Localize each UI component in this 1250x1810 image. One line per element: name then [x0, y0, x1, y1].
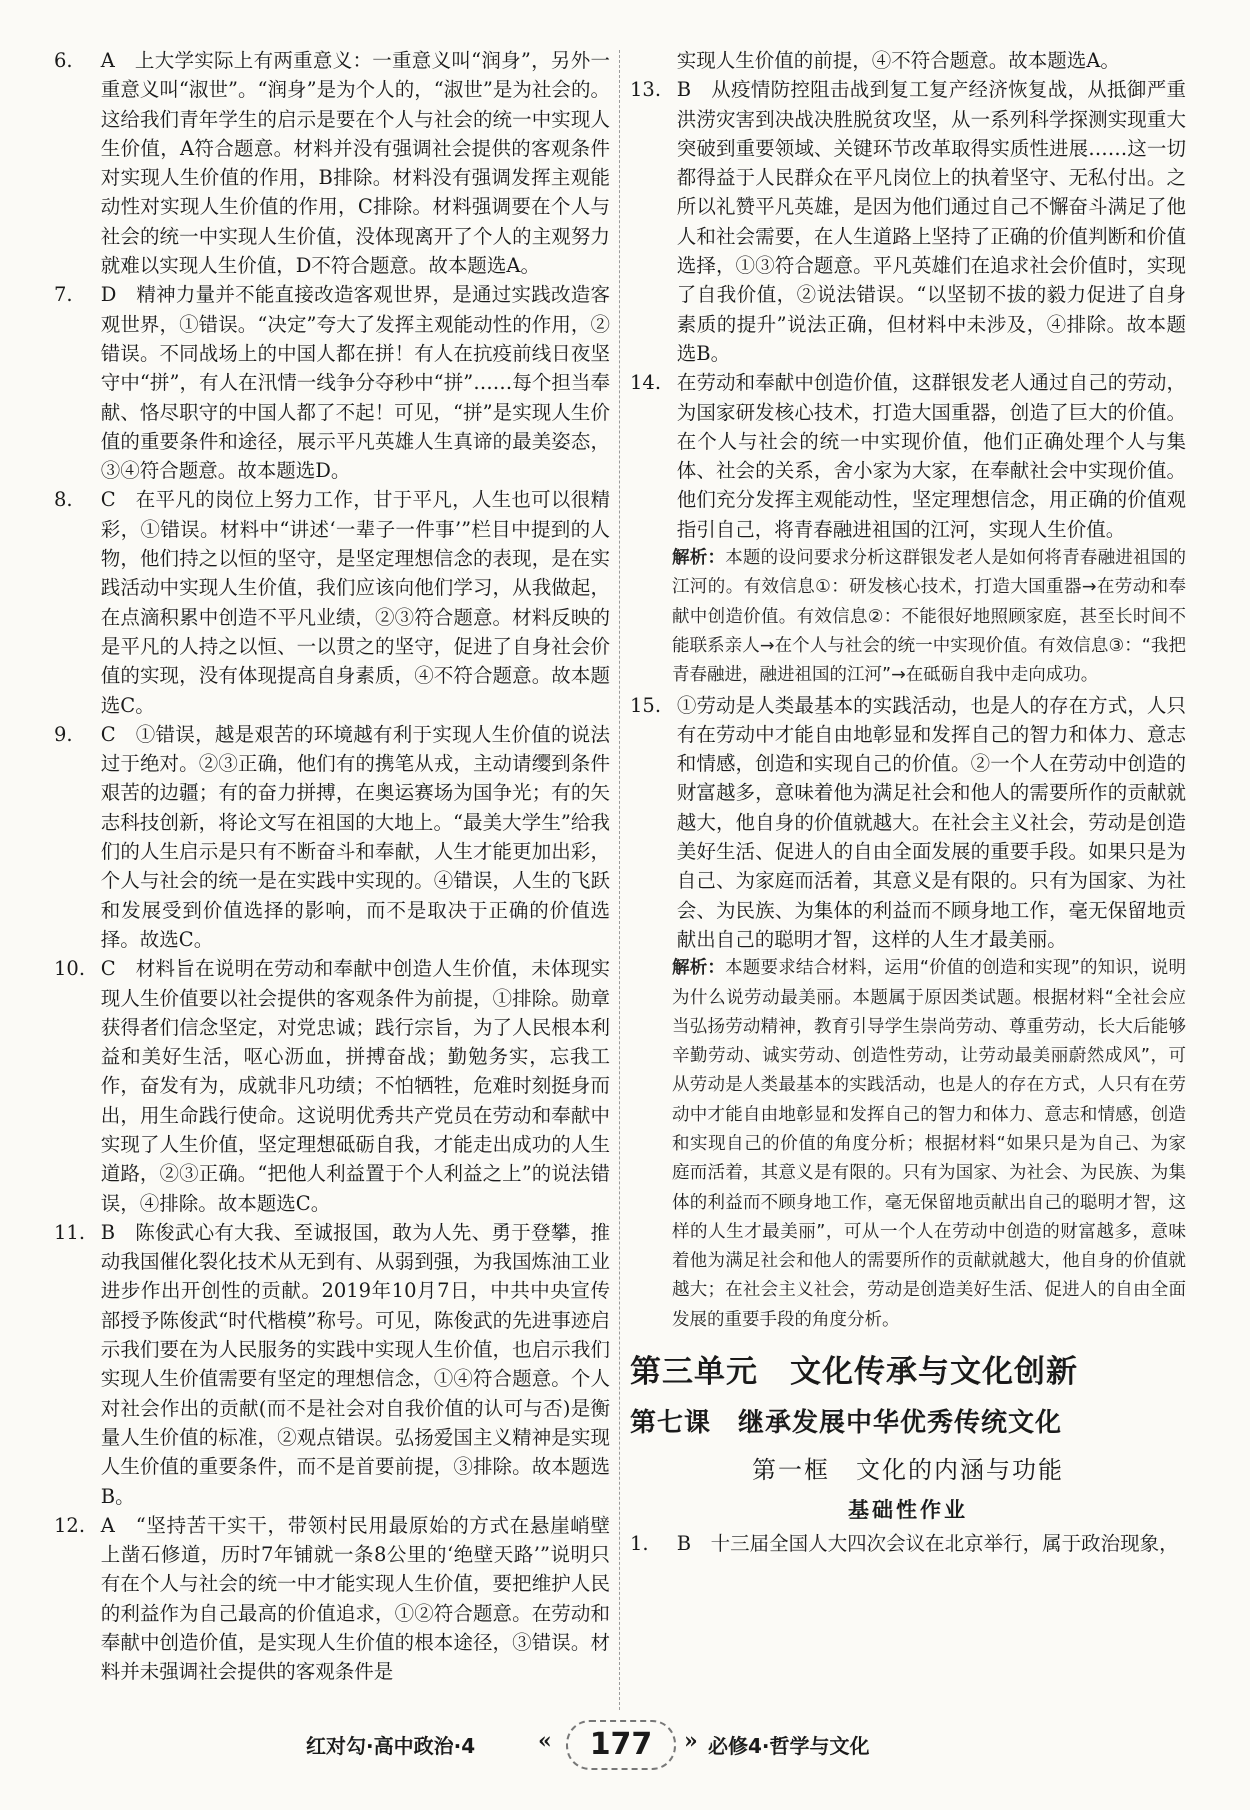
analysis-15: [630, 954, 1186, 1335]
answer-text: ①劳动是人类最基本的实践活动，也是人的存在方式，人只有在劳动中才能自由地彰显和发挥自己的智力和体力、意志和情感，创造和实现自己的价值。②一个人在劳动中创造的财富越多，意味着他为满足社会和他人的需要所作的贡献就越大，他自身的价值就越大。在社会主义社会，劳动是创造美好生活、促进人的自由全面发展的重要手段。如果只是为自己、为家庭而活着，其意义是有限的。只有为国家、为社会、为民族、为集体的利益而不顾身地工作，毫无保留地贡献出自己的聪明才智，这样的人生才最美丽。: [676, 693, 1186, 951]
unit-title: 第三单元 文化传承与文化创新: [630, 1354, 1078, 1391]
answer-number: 1.: [630, 1532, 649, 1556]
answer-text: B 十三届全国人大四次会议在北京举行，属于政治现象，: [676, 1532, 1179, 1556]
answer-number: 15.: [630, 693, 662, 717]
answer-text: B 从疫情防控阻击战到复工复产经济恢复战，从抵御严重洪涝灾害到决战决胜脱贫攻坚，从一系列科学探测实现重大突破到重要领域、关键环节改革取得实质性进展……这一切都得益于人民群众在平凡岗位上的执着坚守、无私付出。之所以礼赞平凡英雄，是因为他们通过自己不懈奋斗满足了他人和社会需要，在人生道路上坚持了正确的价值判断和价值选择，①③符合题意。平凡英雄们在追求社会价值时，实现了自我价值，②说法错误。“以坚韧不拔的毅力促进了自身素质的提升”说法正确，但材料中未涉及，④排除。故本题选B。: [676, 78, 1186, 365]
answer-12-continued: 实现人生价值的前提，④不符合题意。故本题选A。: [676, 49, 1120, 72]
exercise-heading: 基础性作业: [848, 1498, 968, 1523]
footer-subject: 必修4·哲学与文化: [708, 1734, 870, 1758]
answer-10: [54, 954, 610, 1218]
footer-book-title: 红对勾·高中政治·4: [306, 1734, 476, 1758]
right-arrow-icon: »: [684, 1728, 698, 1754]
answer-13: [630, 75, 1186, 368]
answer-number: 9.: [54, 722, 73, 746]
answer-11: [54, 1218, 610, 1511]
page-number: 177: [566, 1720, 676, 1770]
answer-12: [54, 1511, 610, 1687]
answer-14: [630, 368, 1186, 544]
answer-number: 12.: [54, 1513, 86, 1537]
answer-15: [630, 691, 1186, 955]
answer-number: 11.: [54, 1220, 86, 1244]
analysis-label: 解析：: [672, 958, 726, 979]
analysis-text: 本题要求结合材料，运用“价值的创造和实现”的知识，说明为什么说劳动最美丽。本题属于原因类试题。根据材料“全社会应当弘扬劳动精神，教育引导学生崇尚劳动、尊重劳动，长大后能够辛勤劳动、诚实劳动、创造性劳动，让劳动最美丽蔚然成风”，可从劳动是人类最基本的实践活动，也是人的存在方式，人只有在劳动中才能自由地彰显和发挥自己的智力和体力、意志和情感，创造和实现自己的价值的角度分析；根据材料“如果只是为自己、为家庭而活着，其意义是有限的。只有为国家、为社会、为民族、为集体的利益而不顾身地工作，毫无保留地贡献出自己的聪明才智，这样的人生才最美丽”，可从一个人在劳动中创造的财富越多，意味着他为满足社会和他人的需要所作的贡献就越大，他自身的价值就越大；在社会主义社会，劳动是创造美好生活、促进人的自由全面发展的重要手段的角度分析。: [672, 958, 1186, 1330]
answer-text: B 陈俊武心有大我、至诚报国，敢为人先、勇于登攀，推动我国催化裂化技术从无到有、从弱到强，为我国炼油工业进步作出开创性的贡献。2019年10月7日，中共中央宣传部授予陈俊武“时代楷模”称号。可见，陈俊武的先进事迹启示我们要在为人民服务的实践中实现人生价值，也启示我们实现人生价值需要有坚定的理想信念，①④符合题意。个人对社会作出的贡献(而不是社会对自我价值的认可与否)是衡量人生价值的标准，②观点错误。弘扬爱国主义精神是实现人生价值的重要条件，而不是首要前提，③排除。故本题选B。: [100, 1220, 610, 1508]
analysis-14: [630, 544, 1186, 690]
answer-text: A “坚持苦干实干，带领村民用最原始的方式在悬崖峭壁上凿石修道，历时7年铺就一条8公里的‘绝壁天路’”说明只有在个人与社会的统一中才能实现人生价值，要把维护人民的利益作为自己最高的价值追求，①②符合题意。在劳动和奉献中创造价值，是实现人生价值的根本途径，③错误。材料并未强调社会提供的客观条件是: [100, 1513, 610, 1684]
answer-number: 10.: [54, 957, 86, 981]
answer-text: C 在平凡的岗位上努力工作，甘于平凡，人生也可以很精彩，①错误。材料中“讲述‘一辈子一件事’”栏目中提到的人物，他们持之以恒的坚守，是坚定理想信念的表现，是在实践活动中实现人生价值，我们应该向他们学习，从我做起，在点滴积累中创造不平凡业绩，②③符合题意。材料反映的是平凡的人持之以恒、一以贯之的坚守，促进了自身社会价值的实现，没有体现提高自身素质，④不符合题意。故本题选C。: [100, 488, 610, 717]
answer-6: [54, 46, 610, 280]
page-footer: [0, 1720, 1250, 1770]
answer-number: 13.: [630, 78, 662, 102]
answer-7: [54, 280, 610, 485]
answer-9: [54, 720, 610, 954]
answer-text: C ①错误，越是艰苦的环境越有利于实现人生价值的说法过于绝对。②③正确，他们有的携笔从戎，主动请缨到条件艰苦的边疆；有的奋力拼搏，在奥运赛场为国争光；有的矢志科技创新，将论文写在祖国的大地上。“最美大学生”给我们的人生启示是只有不断奋斗和奉献，人生才能更加出彩，个人与社会的统一是在实践中实现的。④错误，人生的飞跃和发展受到价值选择的影响，而不是取决于正确的价值选择。故选C。: [100, 722, 610, 951]
answer-number: 8.: [54, 488, 73, 512]
answer-number: 7.: [54, 283, 73, 307]
answer-text: D 精神力量并不能直接改造客观世界，是通过实践改造客观世界，①错误。“决定”夸大了发挥主观能动性的作用，②错误。不同战场上的中国人都在拼！有人在抗疫前线日夜坚守中“拼”，有人在汛情一线争分夺秒中“拼”……每个担当奉献、恪尽职守的中国人都了不起！可见，“拼”是实现人生价值的重要条件和途径，展示平凡英雄人生真谛的最美姿态，③④符合题意。故本题选D。: [100, 283, 610, 483]
left-column: [54, 46, 610, 1687]
answer-1: [630, 1529, 1186, 1558]
answer-text: 在劳动和奉献中创造价值，这群银发老人通过自己的劳动，为国家研发核心技术，打造大国重器，创造了巨大的价值。在个人与社会的统一中实现价值，他们正确处理个人与集体、社会的关系，舍小家为大家，在奉献社会中实现价值。他们充分发挥主观能动性，坚定理想信念，用正确的价值观指引自己，将青春融进祖国的江河，实现人生价值。: [676, 371, 1186, 541]
column-divider: [619, 50, 620, 1710]
frame-title: 第一框 文化的内涵与功能: [752, 1456, 1064, 1485]
answer-number: 6.: [54, 49, 73, 72]
left-arrow-icon: «: [538, 1728, 552, 1754]
answer-text: A 上大学实际上有两重意义：一重意义叫“润身”，另外一重意义叫“淑世”。“润身”是为个人的，“淑世”是为社会的。这给我们青年学生的启示是要在个人与社会的统一中实现人生价值，A符合题意。材料并没有强调社会提供的客观条件对实现人生价值的作用，B排除。材料没有强调发挥主观能动性对实现人生价值的作用，C排除。材料强调要在个人与社会的统一中实现人生价值，没体现离开了个人的主观努力就难以实现人生价值，D不符合题意。故本题选A。: [100, 49, 610, 278]
answer-number: 14.: [630, 371, 662, 395]
right-column: [630, 46, 1186, 1558]
answer-8: [54, 485, 610, 719]
analysis-label: 解析：: [672, 548, 726, 569]
answer-text: C 材料旨在说明在劳动和奉献中创造人生价值，未体现实现人生价值要以社会提供的客观条件为前提，①排除。勋章获得者们信念坚定，对党忠诚；践行宗旨，为了人民根本利益和美好生活，呕心沥血，拼搏奋战；勤勉务实，忘我工作，奋发有为，成就非凡功绩；不怕牺牲，危难时刻挺身而出，用生命践行使命。这说明优秀共产党员在劳动和奉献中实现了人生价值，坚定理想砥砺自我，才能走出成功的人生道路，②③正确。“把他人利益置于个人利益之上”的说法错误，④排除。故本题选C。: [100, 957, 610, 1215]
lesson-title: 第七课 继承发展中华优秀传统文化: [630, 1408, 1063, 1439]
analysis-text: 本题的设问要求分析这群银发老人是如何将青春融进祖国的江河的。有效信息①：研发核心技术，打造大国重器→在劳动和奉献中创造价值。有效信息②：不能很好地照顾家庭，甚至长时间不能联系亲人→在个人与社会的统一中实现价值。有效信息③：“我把青春融进，融进祖国的江河”→在砥砺自我中走向成功。: [672, 548, 1187, 686]
